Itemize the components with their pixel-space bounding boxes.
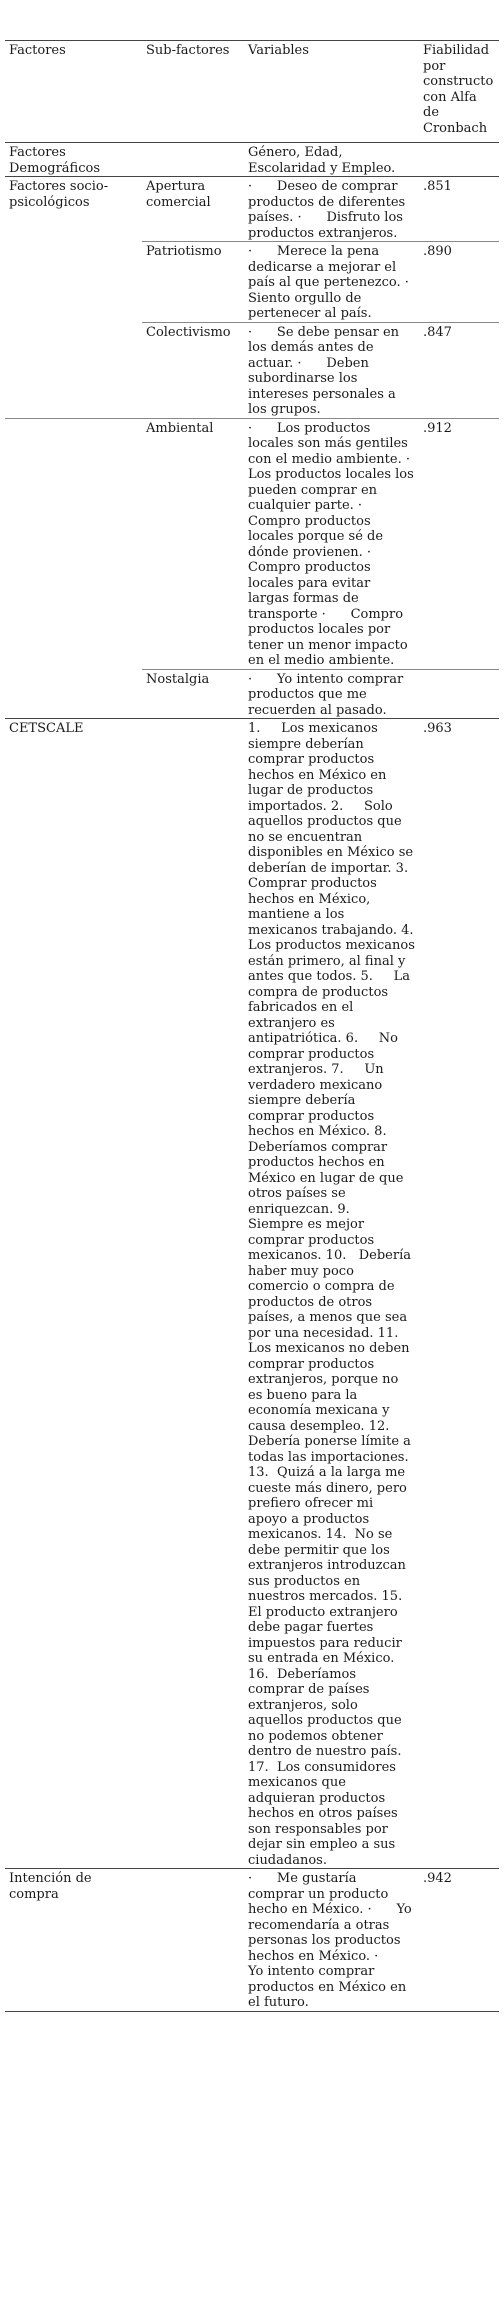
factors-table xyxy=(5,40,499,2012)
table-row xyxy=(5,669,499,719)
factor-cell: Factores socio-psicológicos xyxy=(5,177,142,242)
factor-cell: Intención de compra xyxy=(5,1869,142,2012)
subfactor-cell xyxy=(142,143,244,177)
variables-cell: · Me gustaría comprar un producto hecho en México. · Yo recomendaría a otras personas los productos hechos en México. · Yo intento comprar productos en México en el futuro. xyxy=(244,1869,419,2012)
table-header-row xyxy=(5,41,499,143)
subfactor-cell xyxy=(142,719,244,1869)
table-row xyxy=(5,143,499,177)
variables-cell: · Los productos locales son más gentiles con el medio ambiente. · Los productos locales los pueden comprar en cualquier parte. · Compro productos locales porque sé de dónde provienen. · Compro productos locales para evitar largas formas de transporte · Compro productos locales por tener un menor impacto en el medio ambiente. xyxy=(244,418,419,669)
header-factors: Factores xyxy=(5,41,142,143)
alpha-cell: .963 xyxy=(419,719,499,1869)
alpha-cell xyxy=(419,143,499,177)
document xyxy=(5,40,499,2012)
factor-cell xyxy=(5,669,142,719)
header-subfactors: Sub-factores xyxy=(142,41,244,143)
table-row xyxy=(5,418,499,669)
factor-cell xyxy=(5,322,142,418)
table-row xyxy=(5,1869,499,2012)
alpha-cell: .912 xyxy=(419,418,499,669)
alpha-cell: .851 xyxy=(419,177,499,242)
factor-cell: CETSCALE xyxy=(5,719,142,1869)
variables-cell: · Yo intento comprar productos que me recuerden al pasado. xyxy=(244,669,419,719)
variables-cell: 1. Los mexicanos siempre deberían comprar productos hechos en México en lugar de productos importados. 2. Solo aquellos productos que no se encuentran disponibles en México se deberían de importar. 3. Comprar productos hechos en México, mantiene a los mexicanos trabajando. 4. Los productos mexicanos están primero, al final y antes que todos. 5. La compra de productos fabricados en el extranjero es antipatriótica. 6. No comprar productos extranjeros. 7. Un verdadero mexicano siempre debería comprar productos hechos en México. 8. Deberíamos comprar productos hechos en México en lugar de que otros países se enriquezcan. 9. Siempre es mejor comprar productos mexicanos. 10. Debería haber muy poco comercio o compra de productos de otros países, a menos que sea por una necesidad. 11. Los mexicanos no deben comprar productos extranjeros, porque no es bueno para la economía mexicana y causa desempleo. 12. Debería ponerse límite a todas las importaciones. 13. Quizá a la larga me cueste más dinero, pero prefiero ofrecer mi apoyo a productos mexicanos. 14. No se debe permitir que los extranjeros introduzcan sus productos en nuestros mercados. 15. El producto extranjero debe pagar fuertes impuestos para reducir su entrada en México. 16. Deberíamos comprar de países extranjeros, solo aquellos productos que no podemos obtener dentro de nuestro país. 17. Los consumidores mexicanos que adquieran productos hechos en otros países son responsables por dejar sin empleo a sus ciudadanos. xyxy=(244,719,419,1869)
alpha-cell: .942 xyxy=(419,1869,499,2012)
alpha-cell xyxy=(419,669,499,719)
alpha-cell: .890 xyxy=(419,242,499,323)
subfactor-cell: Patriotismo xyxy=(142,242,244,323)
subfactor-cell: Colectivismo xyxy=(142,322,244,418)
variables-cell: Género, Edad, Escolaridad y Empleo. xyxy=(244,143,419,177)
table-row xyxy=(5,177,499,242)
factor-cell xyxy=(5,242,142,323)
subfactor-cell: Nostalgia xyxy=(142,669,244,719)
variables-cell: · Merece la pena dedicarse a mejorar el país al que pertenezco. · Siento orgullo de pertenecer al país. xyxy=(244,242,419,323)
table-row xyxy=(5,242,499,323)
subfactor-cell: Ambiental xyxy=(142,418,244,669)
table-row xyxy=(5,322,499,418)
header-variables: Variables xyxy=(244,41,419,143)
header-reliability: Fiabilidad por constructo con Alfa de Cronbach xyxy=(419,41,499,143)
factor-cell: Factores Demográficos xyxy=(5,143,142,177)
subfactor-cell: Apertura comercial xyxy=(142,177,244,242)
alpha-cell: .847 xyxy=(419,322,499,418)
factor-cell xyxy=(5,418,142,669)
variables-cell: · Se debe pensar en los demás antes de actuar. · Deben subordinarse los intereses personales a los grupos. xyxy=(244,322,419,418)
subfactor-cell xyxy=(142,1869,244,2012)
variables-cell: · Deseo de comprar productos de diferentes países. · Disfruto los productos extranjeros. xyxy=(244,177,419,242)
table-row xyxy=(5,719,499,1869)
